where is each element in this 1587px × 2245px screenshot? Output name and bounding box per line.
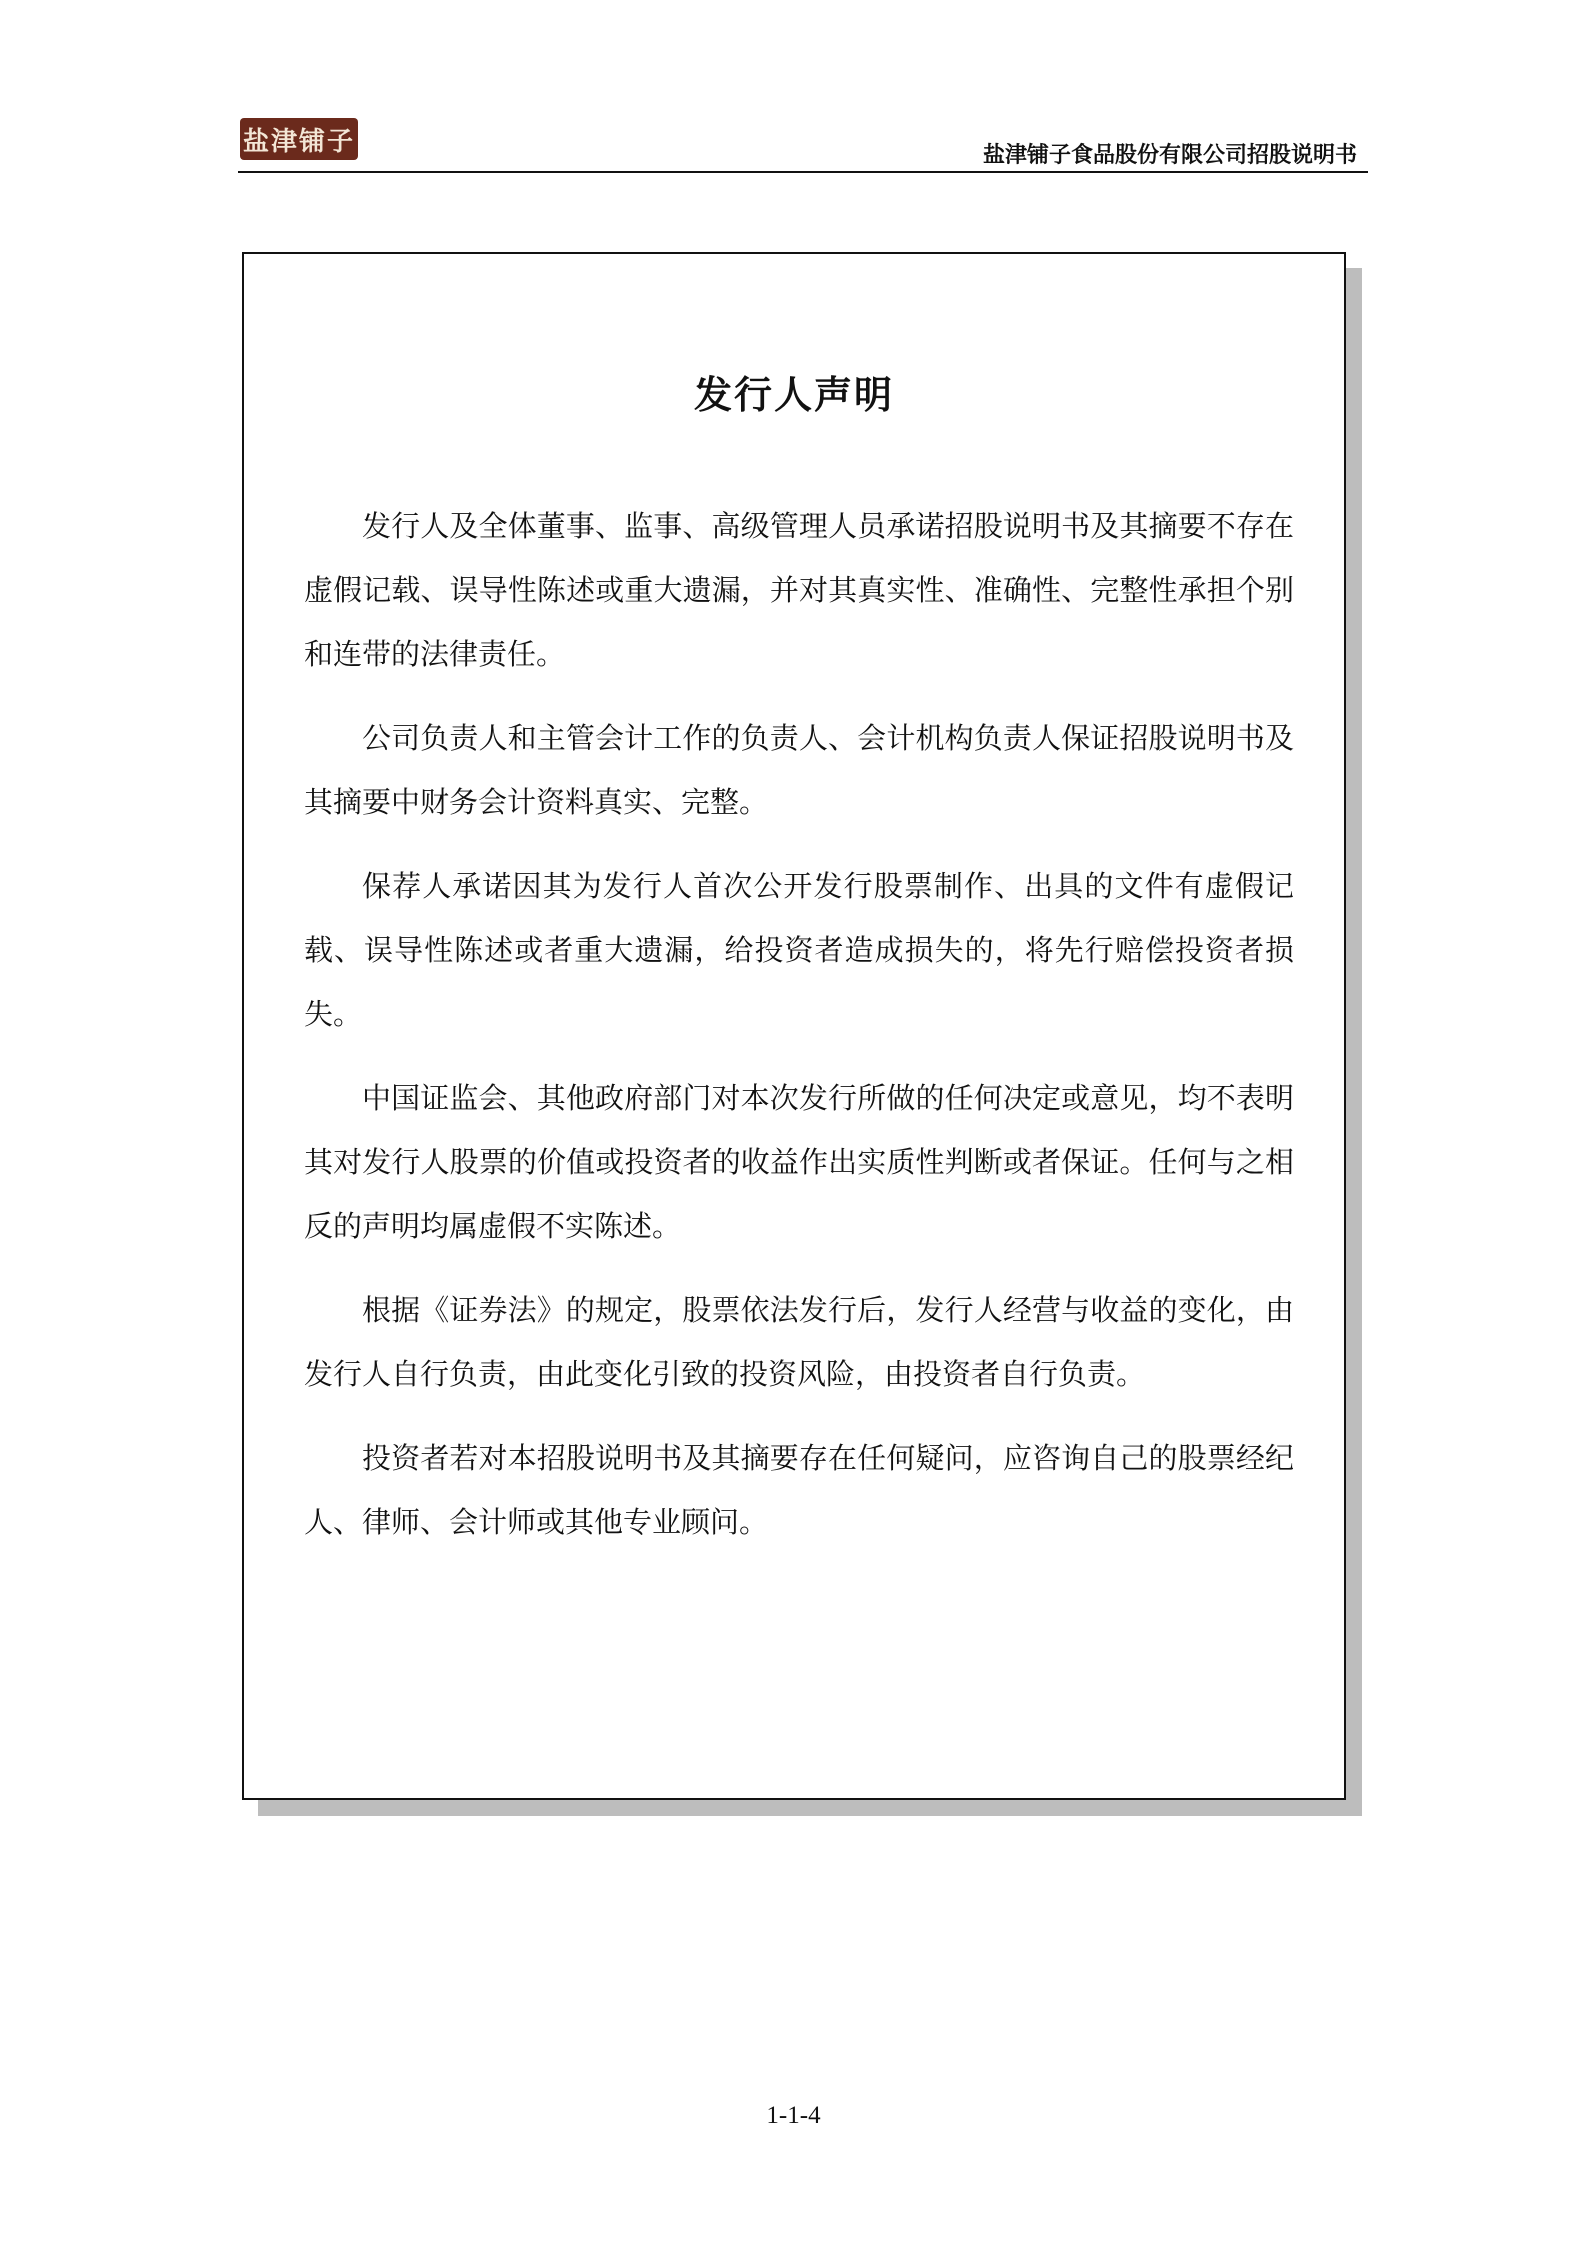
declaration-box bbox=[242, 252, 1346, 1800]
page-number: 1-1-4 bbox=[766, 2102, 821, 2129]
logo-text: 盐津铺子 bbox=[242, 126, 355, 157]
declaration-content bbox=[304, 494, 1294, 1574]
declaration-paragraph: 发行人及全体董事、监事、高级管理人员承诺招股说明书及其摘要不存在虚假记载、误导性陈述或重大遗漏，并对其真实性、准确性、完整性承担个别和连带的法律责任。 bbox=[304, 509, 1294, 671]
declaration-paragraph: 公司负责人和主管会计工作的负责人、会计机构负责人保证招股说明书及其摘要中财务会计资料真实、完整。 bbox=[304, 721, 1294, 819]
declaration-paragraph: 保荐人承诺因其为发行人首次公开发行股票制作、出具的文件有虚假记载、误导性陈述或者重大遗漏，给投资者造成损失的，将先行赔偿投资者损失。 bbox=[304, 869, 1294, 1031]
declaration-paragraph: 根据《证券法》的规定，股票依法发行后，发行人经营与收益的变化，由发行人自行负责，由此变化引致的投资风险，由投资者自行负责。 bbox=[304, 1293, 1294, 1391]
declaration-paragraph: 投资者若对本招股说明书及其摘要存在任何疑问，应咨询自己的股票经纪人、律师、会计师或其他专业顾问。 bbox=[304, 1441, 1294, 1539]
declaration-paragraph: 中国证监会、其他政府部门对本次发行所做的任何决定或意见，均不表明其对发行人股票的价值或投资者的收益作出实质性判断或者保证。任何与之相反的声明均属虚假不实陈述。 bbox=[304, 1081, 1294, 1243]
header-divider bbox=[238, 171, 1368, 173]
declaration-title: 发行人声明 bbox=[693, 373, 894, 417]
document-header-title: 盐津铺子食品股份有限公司招股说明书 bbox=[982, 143, 1357, 168]
company-logo bbox=[240, 118, 358, 160]
